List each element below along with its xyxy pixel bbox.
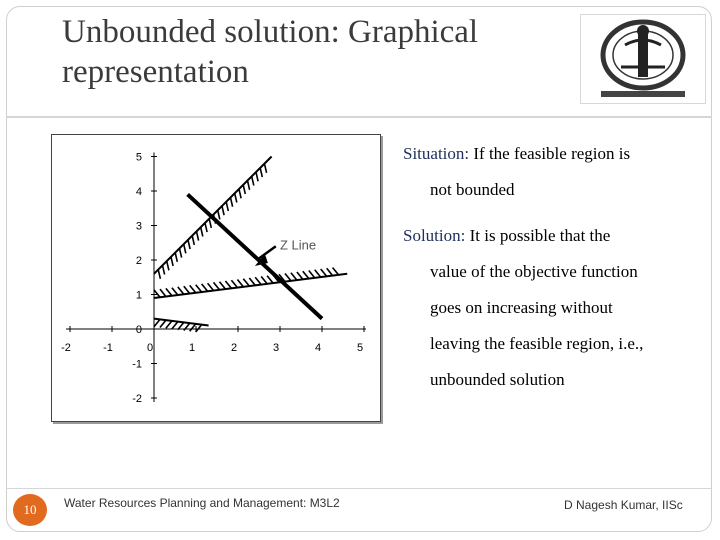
y-tick-label: 0	[135, 324, 142, 336]
z-line	[188, 194, 322, 318]
title-line-1: Unbounded solution: Graphical	[62, 14, 479, 50]
y-tick-label: 1	[135, 289, 142, 302]
x-tick-label: 3	[272, 342, 280, 354]
page-number-badge: 10	[13, 494, 47, 526]
y-tick-label: 5	[135, 151, 142, 164]
x-tick-label: 4	[314, 342, 322, 354]
y-tick-label: -1	[132, 358, 142, 371]
explanation-text	[403, 140, 703, 402]
solution-text-5: unbounded solution	[430, 370, 565, 389]
situation-paragraph	[403, 140, 703, 212]
slide-title	[62, 12, 562, 92]
solution-label: Solution:	[403, 226, 466, 245]
solution-text-4: leaving the feasible region, i.e.,	[430, 334, 644, 353]
unbounded-graph	[51, 134, 381, 422]
situation-label: Situation:	[403, 144, 470, 163]
solution-paragraph	[403, 222, 703, 402]
y-tick-label: -2	[132, 393, 142, 405]
z-line-arrow	[257, 246, 276, 260]
graph-canvas	[52, 135, 380, 421]
z-line-label: Z Line	[280, 237, 317, 253]
constraint-line-2-hatching	[154, 268, 339, 298]
x-tick-label: -2	[61, 342, 71, 354]
footer-author: D Nagesh Kumar, IISc	[564, 498, 683, 512]
x-tick-label: 0	[146, 342, 154, 354]
x-tick-label: 1	[188, 342, 196, 354]
solution-text-1: It is possible that the	[465, 226, 611, 245]
situation-text-1: If the feasible region is	[469, 144, 631, 163]
title-divider	[6, 116, 712, 118]
footer-divider	[6, 488, 712, 489]
y-tick-label: 4	[135, 186, 142, 198]
x-tick-label: 2	[230, 342, 238, 354]
x-tick-label: 5	[356, 342, 364, 354]
logo-emblem-icon	[581, 15, 705, 103]
institute-logo	[580, 14, 706, 104]
x-tick-label: -1	[103, 342, 113, 354]
solution-text-3: goes on increasing without	[430, 298, 613, 317]
solution-text-2: value of the objective function	[430, 262, 638, 281]
situation-text-2: not bounded	[430, 180, 515, 199]
constraint-line-1-hatching	[158, 164, 266, 279]
y-tick-label: 3	[135, 220, 142, 233]
footer-course-title: Water Resources Planning and Management: M3L2	[64, 496, 340, 510]
y-tick-label: 2	[135, 255, 142, 267]
title-line-2: representation	[62, 54, 249, 90]
